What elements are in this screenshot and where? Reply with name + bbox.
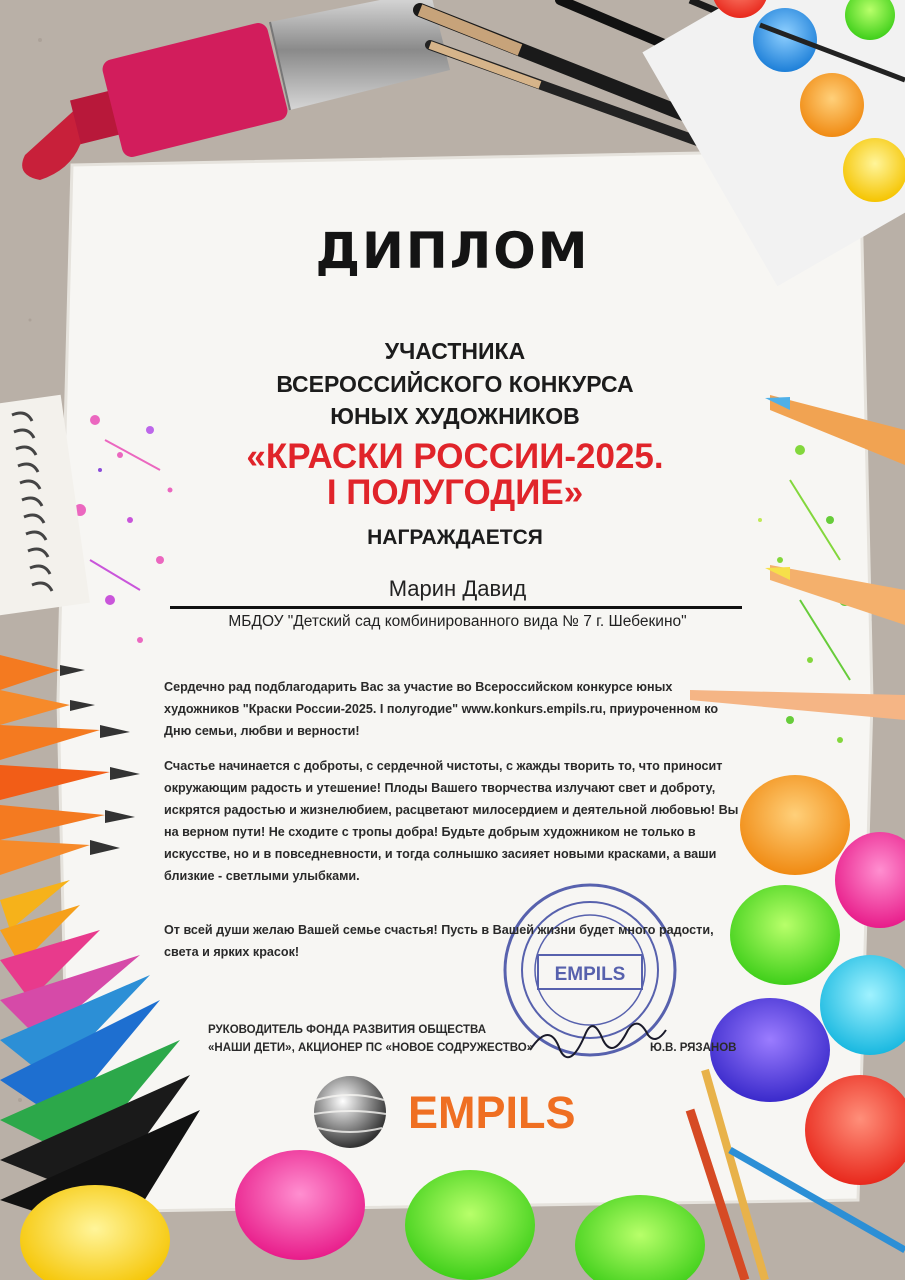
signature-title-line-2: «НАШИ ДЕТИ», АКЦИОНЕР ПС «НОВОЕ СОДРУЖЕСТВО» <box>208 1042 534 1054</box>
subtitle-line-1: УЧАСТНИКА <box>384 338 526 364</box>
empils-sphere-logo <box>314 1076 386 1148</box>
body-paragraph-2: Счастье начинается с доброты, с сердечной чистоты, с жажды творить то, что приносит окружающим радость и утешение! Плоды Вашего творчества излучают свет и доброту, искрятся радостью и жизнелюбием, расцветают милосердием и деятельной любовью! Вы на верном пути! Не сходите с тропы добра! Будьте добрым художником не только в искусстве, но и в повседневности, и тогда солнышко засияет новыми красками, а ваши близкие - светлыми улыбками. <box>164 759 739 883</box>
recipient-institution: МБДОУ "Детский сад комбинированного вида № 7 г. Шебекино" <box>228 613 687 630</box>
diploma-title: ДИПЛОМ <box>315 222 590 280</box>
signature-title-line-1: РУКОВОДИТЕЛЬ ФОНДА РАЗВИТИЯ ОБЩЕСТВА <box>208 1024 487 1036</box>
subtitle-line-3: ЮНЫХ ХУДОЖНИКОВ <box>330 403 580 429</box>
body-paragraph-3: От всей души желаю Вашей семье счастья! Пусть в Вашей жизни будет много радости, света и ярких красок! <box>164 923 714 959</box>
body-paragraph-1: Сердечно рад подблагодарить Вас за участие во Всероссийском конкурсе юных художников "Краски России-2025. I полугодие" www.konkurs.empils.ru, приуроченном ко Дню семьи, любви и верности! <box>164 680 719 738</box>
subtitle-line-2: ВСЕРОССИЙСКОГО КОНКУРСА <box>276 371 634 397</box>
contest-name-line-1: «КРАСКИ РОССИИ-2025. <box>246 437 664 476</box>
contest-name-line-2: I ПОЛУГОДИЕ» <box>326 473 584 512</box>
name-underline <box>170 606 742 609</box>
svg-text:EMPILS: EMPILS <box>554 964 626 985</box>
recipient-name: Марин Давид <box>388 576 527 601</box>
awarded-label: НАГРАЖДАЕТСЯ <box>367 526 543 549</box>
signatory-name: Ю.В. РЯЗАНОВ <box>650 1042 737 1054</box>
empils-logo-text: EMPILS <box>408 1087 576 1138</box>
